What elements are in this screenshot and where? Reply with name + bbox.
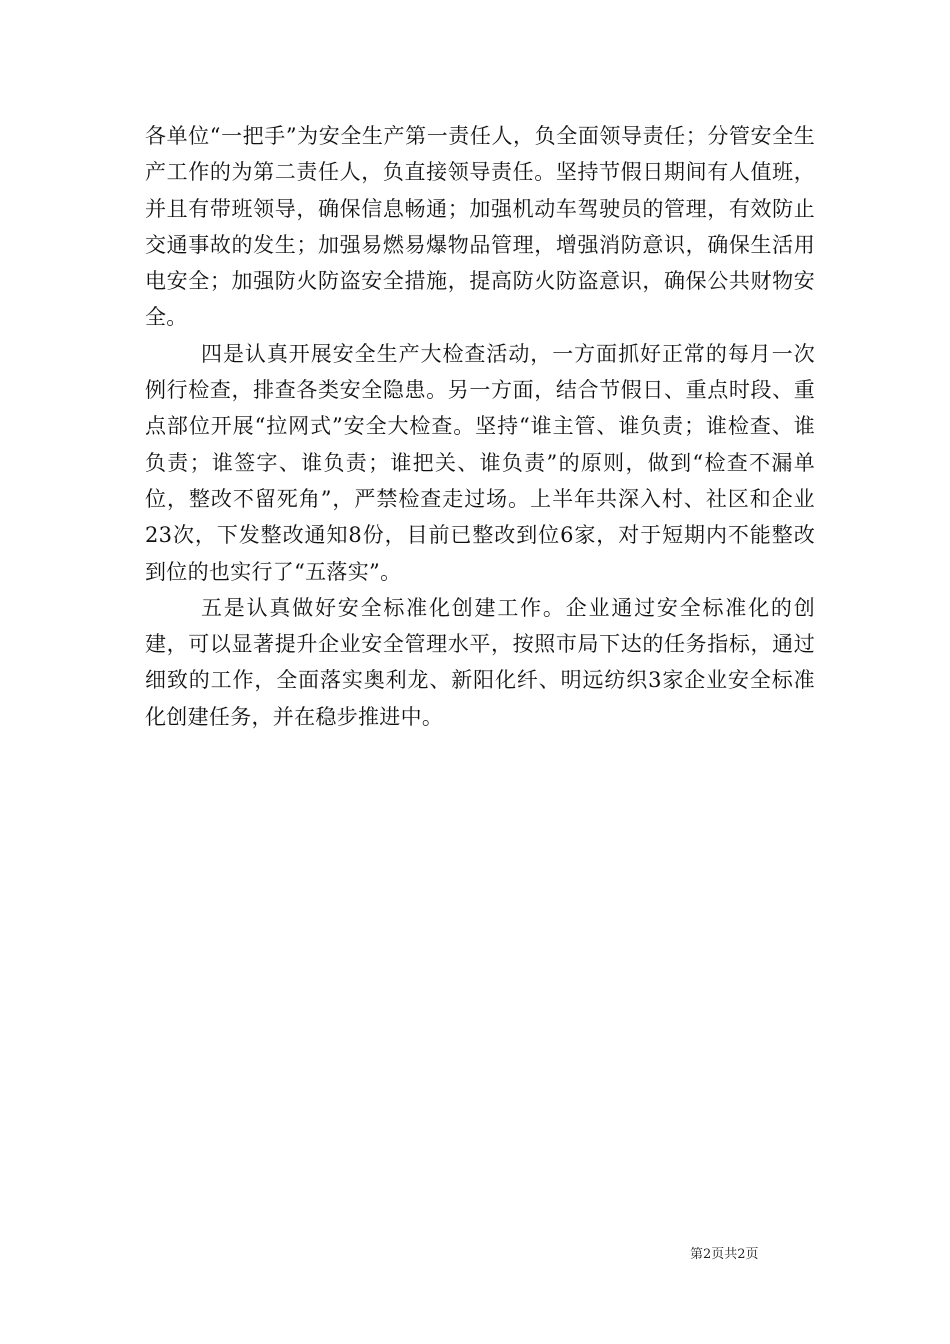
document-body bbox=[145, 118, 815, 735]
paragraph-continuation: 各单位“一把手”为安全生产第一责任人，负全面领导责任；分管安全生产工作的为第二责任人，负直接领导责任。坚持节假日期间有人值班，并且有带班领导，确保信息畅通；加强机动车驾驶员的管理，有效防止交通事故的发生；加强易燃易爆物品管理，增强消防意识，确保生活用电安全；加强防火防盗安全措施，提高防火防盗意识，确保公共财物安全。 bbox=[145, 124, 815, 330]
paragraph-inspection: 四是认真开展安全生产大检查活动，一方面抓好正常的每月一次例行检查，排查各类安全隐患。另一方面，结合节假日、重点时段、重点部位开展“拉网式”安全大检查。坚持“谁主管、谁负责；谁检查、谁负责；谁签字、谁负责；谁把关、谁负责”的原则，做到“检查不漏单位，整改不留死角”，严禁检查走过场。上半年共深入村、社区和企业23次，下发整改通知8份，目前已整改到位6家，对于短期内不能整改到位的也实行了“五落实”。 bbox=[145, 341, 815, 584]
paragraph-standardization: 五是认真做好安全标准化创建工作。企业通过安全标准化的创建，可以显著提升企业安全管理水平，按照市局下达的任务指标，通过细致的工作，全面落实奥利龙、新阳化纤、明远纺织3家企业安全标准化创建任务，并在稳步推进中。 bbox=[145, 595, 815, 729]
page-number-footer: 第2页共2页 bbox=[690, 1247, 759, 1262]
